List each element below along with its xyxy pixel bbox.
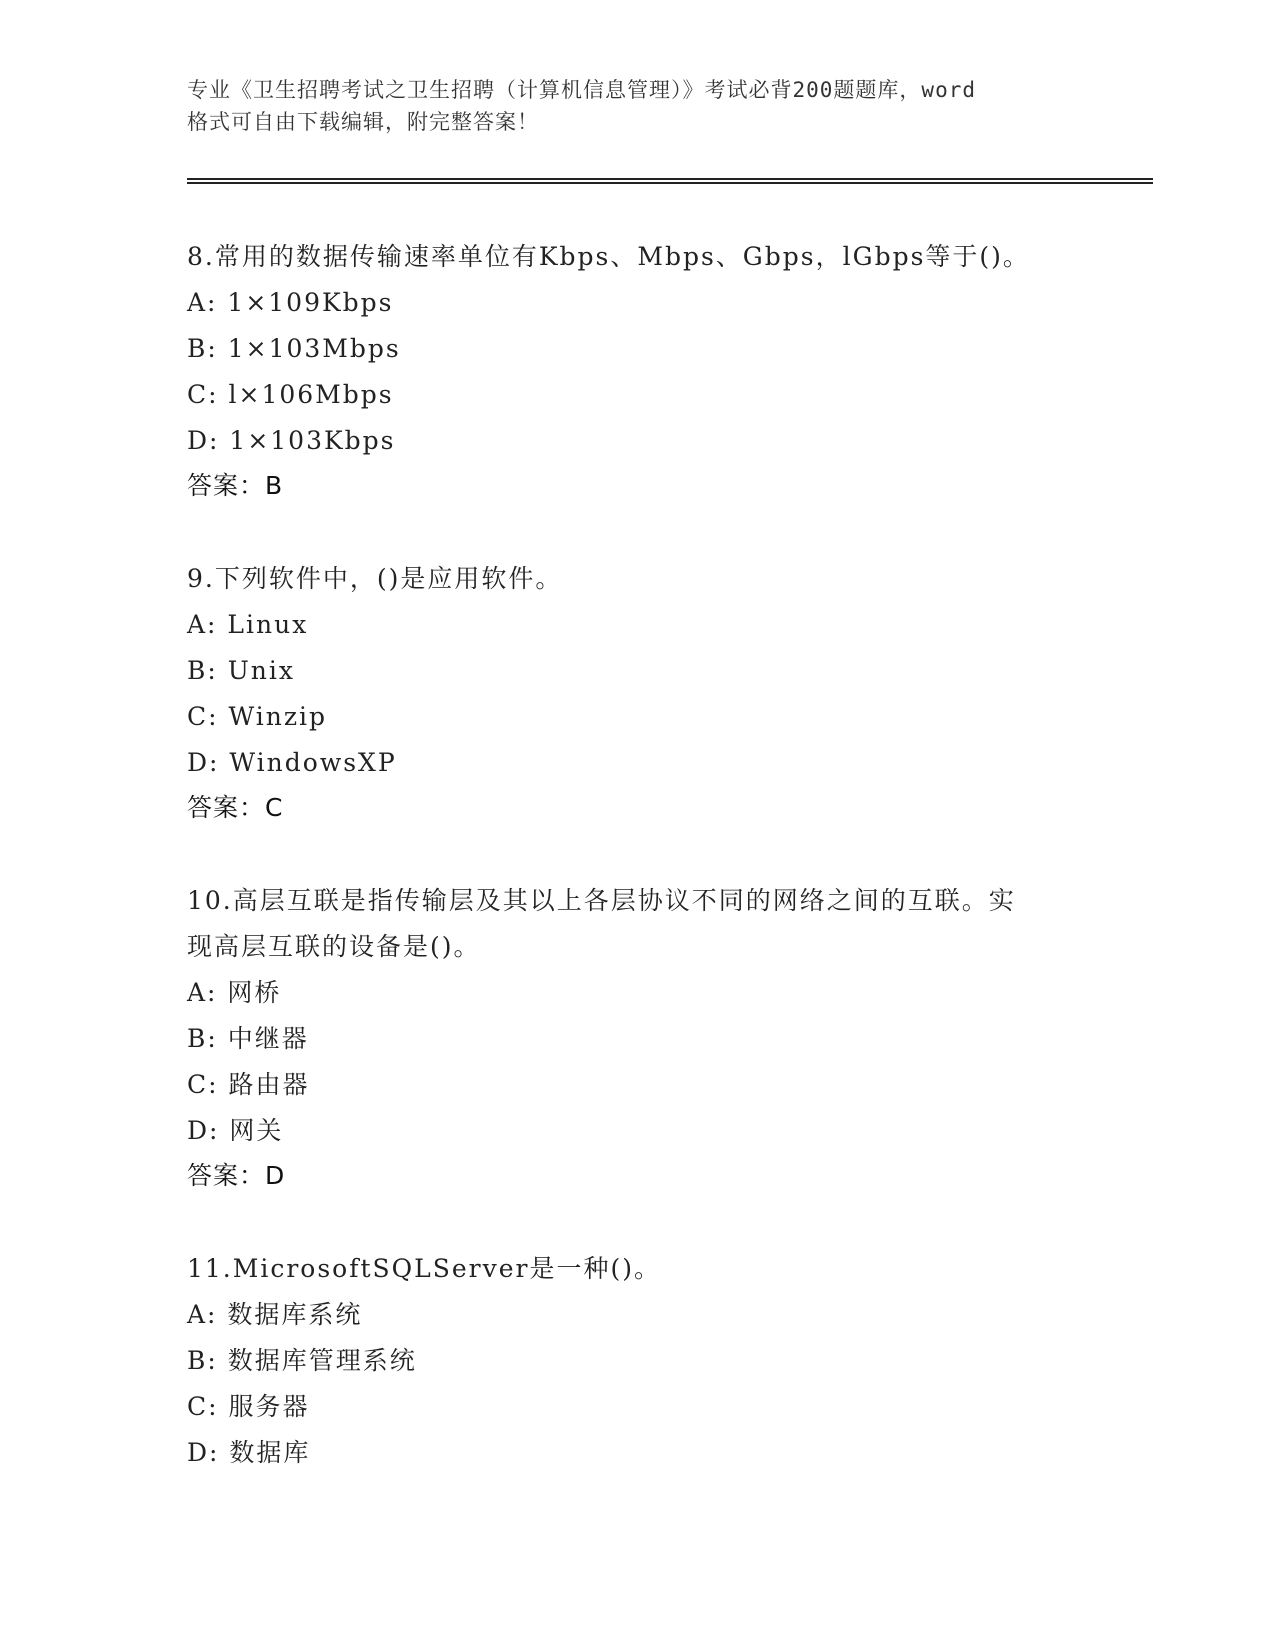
option-c: C: 路由器 [187,1070,310,1099]
answer: 答案：B [187,471,284,500]
question-text: 11.MicrosoftSQLServer是一种()。 [187,1254,662,1283]
option-d: D: 网关 [187,1116,284,1145]
option-b: B: 数据库管理系统 [187,1346,417,1375]
option-a: A: 1×109Kbps [187,288,394,317]
answer: 答案：C [187,793,284,822]
option-d: D: WindowsXP [187,748,397,777]
option-c: C: 服务器 [187,1392,310,1421]
option-a: A: 数据库系统 [187,1300,363,1329]
question-text: 10.高层互联是指传输层及其以上各层协议不同的网络之间的互联。实 [187,886,1016,915]
option-b: B: 1×103Mbps [187,334,401,363]
header-divider-bottom [187,182,1153,184]
question-11 [187,1246,1087,1476]
question-text: 9.下列软件中，()是应用软件。 [187,564,563,593]
question-list [187,234,1087,1476]
question-10 [187,878,1087,1198]
header-divider-top [187,178,1153,180]
option-b: B: 中继器 [187,1024,309,1053]
document-header [187,74,1107,138]
option-a: A: Linux [187,610,309,639]
question-9 [187,556,1087,830]
header-line-1: 专业《卫生招聘考试之卫生招聘（计算机信息管理）》考试必背200题题库，word [187,78,976,102]
answer: 答案：D [187,1161,286,1190]
header-line-2: 格式可自由下载编辑，附完整答案！ [187,110,539,134]
option-a: A: 网桥 [187,978,282,1007]
question-text-continued: 现高层互联的设备是()。 [187,932,481,961]
option-d: D: 1×103Kbps [187,426,396,455]
option-b: B: Unix [187,656,296,685]
option-d: D: 数据库 [187,1438,311,1467]
option-c: C: l×106Mbps [187,380,394,409]
option-c: C: Winzip [187,702,328,731]
question-8 [187,234,1087,508]
question-text: 8.常用的数据传输速率单位有Kbps、Mbps、Gbps，lGbps等于()。 [187,242,1030,271]
